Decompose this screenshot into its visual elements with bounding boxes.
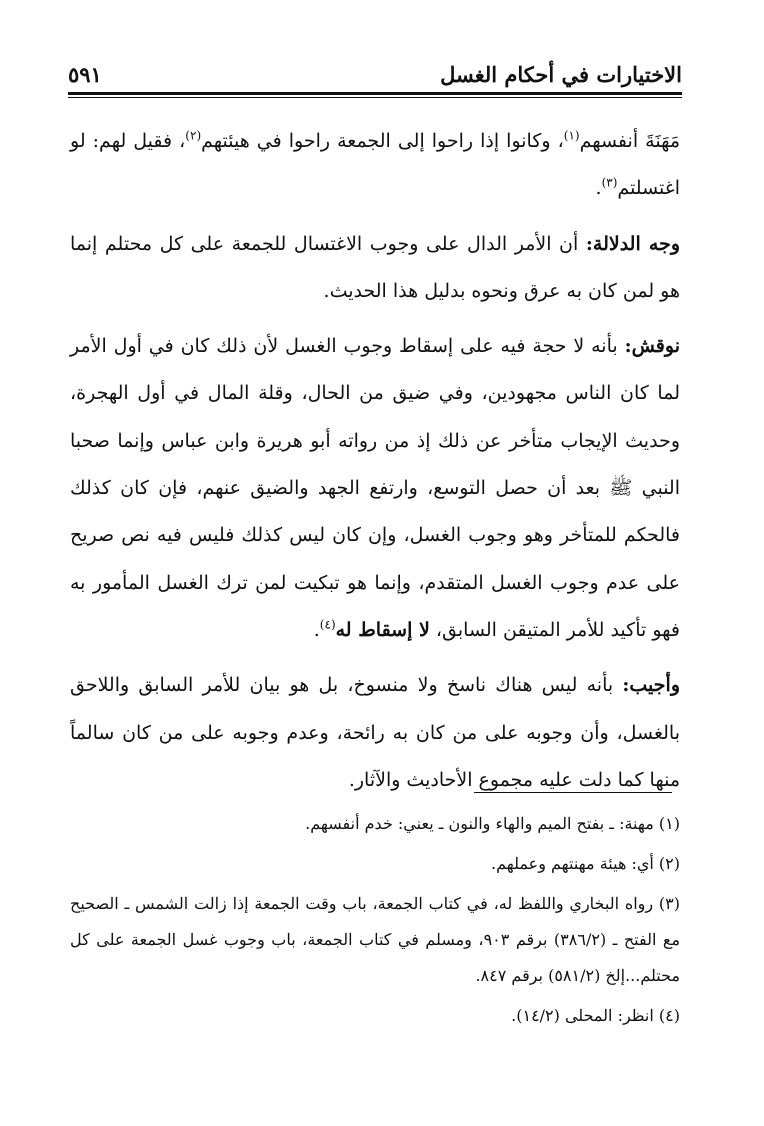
running-title: الاختيارات في أحكام الغسل bbox=[440, 62, 682, 87]
header-rule-thin bbox=[68, 97, 682, 98]
text-run: ، فقيل لهم: لو اغتسلتم bbox=[70, 130, 680, 200]
page-header bbox=[68, 60, 682, 90]
text-run: . bbox=[313, 618, 320, 641]
paragraph-objection bbox=[70, 323, 680, 654]
text-run: مَهَنَةَ أنفسهم bbox=[579, 130, 681, 152]
paragraph-answer bbox=[70, 662, 680, 804]
paragraph-evidence bbox=[70, 221, 680, 316]
footnote-4: (٤) انظر: المحلى (١٤/٢). bbox=[511, 1006, 680, 1025]
footnote-ref-1[interactable]: (١) bbox=[563, 128, 580, 143]
lead-answer: وأجيب: bbox=[622, 674, 680, 697]
footnote-ref-3[interactable]: (٣) bbox=[601, 175, 618, 190]
page-number: ٥٩١ bbox=[68, 62, 102, 87]
footnote-separator bbox=[474, 792, 672, 793]
footnote-ref-2[interactable]: (٢) bbox=[185, 128, 202, 143]
text-run: . bbox=[595, 177, 602, 200]
emphasis-text: لا إسقاط له bbox=[335, 618, 430, 641]
footnote-2: (٢) أي: هيئة مهنتهم وعملهم. bbox=[490, 854, 680, 873]
footnote-3: (٣) رواه البخاري واللفظ له، في كتاب الجمعة، باب وقت الجمعة إذا زالت الشمس ـ الصحيح مع الفتح ـ (٣٨٦/٢) برقم ٩٠٣، ومسلم في كتاب الجمعة، باب وجوب غسل الجمعة على كل محتلم...إلخ (٥٨١/٢) برقم ٨٤٧. bbox=[70, 894, 681, 985]
footnote-1: (١) مهنة: ـ بفتح الميم والهاء والنون ـ يعني: خدم أنفسهم. bbox=[305, 814, 680, 833]
header-rule bbox=[68, 92, 682, 95]
paragraph-text: بأنه ليس هناك ناسخ ولا منسوخ، بل هو بيان للأمر السابق واللاحق بالغسل، وأن وجوبه على من كان به رائحة، وعدم وجوبه على من كان سالماً منها كما دلت عليه مجموع الأحاديث والآثار. bbox=[70, 674, 680, 791]
text-run: ، وكانوا إذا راحوا إلى الجمعة راحوا في هيئتهم bbox=[201, 130, 564, 152]
paragraph-hadith-end bbox=[70, 118, 680, 213]
body-text bbox=[70, 118, 680, 804]
paragraph-text: بأنه لا حجة فيه على إسقاط وجوب الغسل لأن ذلك كان في أول الأمر لما كان الناس مجهودين، وفي ضيق من الحال، وقلة المال في أول الهجرة، وحديث الإيجاب متأخر عن ذلك إذ من رواته أبو هريرة وابن عباس وإنما صحبا النبي ﷺ بعد أن حصل التوسع، وارتفع الجهد والضيق عنهم، فإن كان كذلك فالحكم للمتأخر وهو وجوب الغسل، وإن كان ليس كذلك فليس فيه نص صريح على عدم وجوب الغسل المتقدم، وإنما هو تبكيت لمن ترك الغسل المأمور به فهو تأكيد للأمر المتيقن السابق، bbox=[70, 335, 680, 641]
footnote-ref-4[interactable]: (٤) bbox=[319, 617, 336, 632]
footnotes bbox=[70, 806, 680, 1034]
lead-objection: نوقش: bbox=[624, 335, 680, 358]
lead-evidence: وجه الدلالة: bbox=[585, 232, 680, 255]
paragraph-text: أن الأمر الدال على وجوب الاغتسال للجمعة على كل محتلم إنما هو لمن كان به عرق ونحوه بدليل هذا الحديث. bbox=[70, 232, 680, 302]
